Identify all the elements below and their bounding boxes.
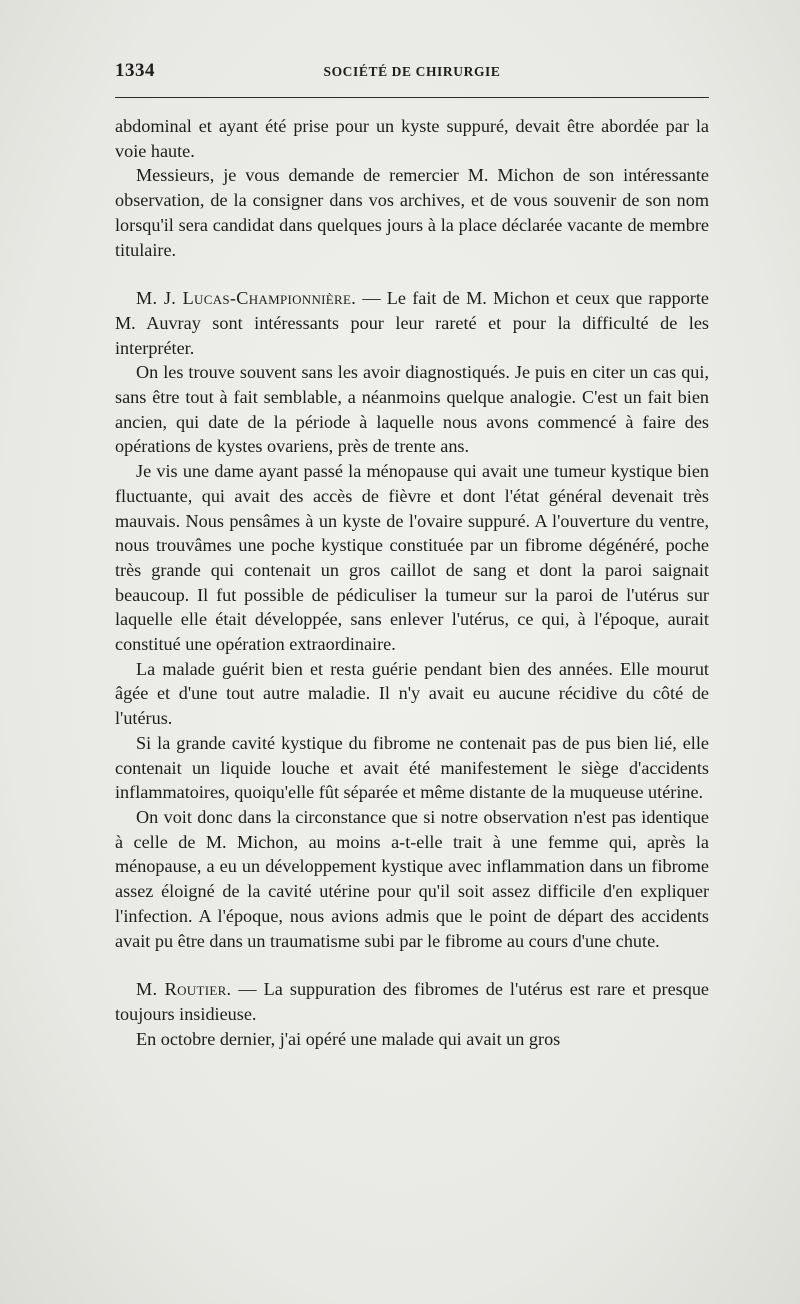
paragraph-8 xyxy=(115,805,709,953)
paragraph-1 xyxy=(115,114,709,163)
paragraph-text: On les trouve souvent sans les avoir diagnostiqués. Je puis en citer un cas qui, sans être tout à fait semblable, a néanmoins quelque analogie. C'est un fait bien ancien, qui date de la période à laquelle nous avons commencé à faire des opérations de kystes ovariens, près de trente ans. xyxy=(115,362,709,457)
paragraph-text: — Le fait de M. Michon et ceux que rapporte M. Auvray sont intéressants pour leur rareté et pour la difficulté de les interpréter. xyxy=(115,288,709,358)
body-text xyxy=(115,114,709,1051)
paragraph-10 xyxy=(115,1027,709,1052)
paragraph-text: On voit donc dans la circonstance que si notre observation n'est pas identique à celle de M. Michon, au moins a-t-elle trait à une femme qui, après la ménopause, a eu un développement kystique avec inflammation dans un fibrome assez éloigné de la cavité utérine pour qu'il soit assez difficile d'en expliquer l'infection. A l'époque, nous avions admis que le point de départ des accidents avait pu être dans un traumatisme subi par le fibrome au cours d'une chute. xyxy=(115,806,709,951)
paragraph-text: Si la grande cavité kystique du fibrome ne contenait pas de pus bien lié, elle contenait un liquide louche et avait été manifestement le siège d'accidents inflammatoires, quoiqu'elle fût séparée et même distante de la muqueuse utérine. xyxy=(115,732,709,803)
paragraph-4 xyxy=(115,360,709,459)
paragraph-6 xyxy=(115,657,709,731)
paragraph-2 xyxy=(115,163,709,262)
page-header xyxy=(115,58,709,84)
paragraph-7 xyxy=(115,731,709,805)
paragraph-text: Messieurs, je vous demande de remercier M. Michon de son intéressante observation, de la consigner dans vos archives, et de vous souvenir de son nom lorsqu'il sera candidat dans quelques jours à la place déclarée vacante de membre titulaire. xyxy=(115,165,709,260)
paragraph-text: La malade guérit bien et resta guérie pendant bien des années. Elle mourut âgée et d'une tout autre maladie. Il n'y avait eu aucune récidive du côté de l'utérus. xyxy=(115,658,709,729)
paragraph-5 xyxy=(115,459,709,657)
header-rule xyxy=(115,97,709,98)
paragraph-text: En octobre dernier, j'ai opéré une malade qui avait un gros xyxy=(136,1028,561,1049)
paragraph-3 xyxy=(115,286,709,360)
speaker-name: M. Routier. xyxy=(136,979,232,1000)
paragraph-text: abdominal et ayant été prise pour un kyste suppuré, devait être abordée par la voie haute. xyxy=(115,116,709,161)
page-number: 1334 xyxy=(115,60,155,81)
paragraph-text: Je vis une dame ayant passé la ménopause qui avait une tumeur kystique bien fluctuante, qui avait des accès de fièvre et dont l'état général devenait très mauvais. Nous pensâmes à un kyste de l'ovaire suppuré. A l'ouverture du ventre, nous trouvâmes une poche kystique constituée par un fibrome dégénéré, poche très grande qui contenait un gros caillot de sang et dont la paroi saignait beaucoup. Il fut possible de pédiculiser la tumeur sur la paroi de l'utérus sur laquelle elle était développée, sans enlever l'utérus, ce qui, à l'époque, aurait constitué une opération extraordinaire. xyxy=(115,461,709,655)
speaker-name: M. J. Lucas-Championnière. xyxy=(136,288,357,309)
running-title: SOCIÉTÉ DE CHIRURGIE xyxy=(323,64,501,79)
paragraph-text: — La suppuration des fibromes de l'utérus est rare et presque toujours insidieuse. xyxy=(115,979,709,1024)
paragraph-9 xyxy=(115,977,709,1026)
